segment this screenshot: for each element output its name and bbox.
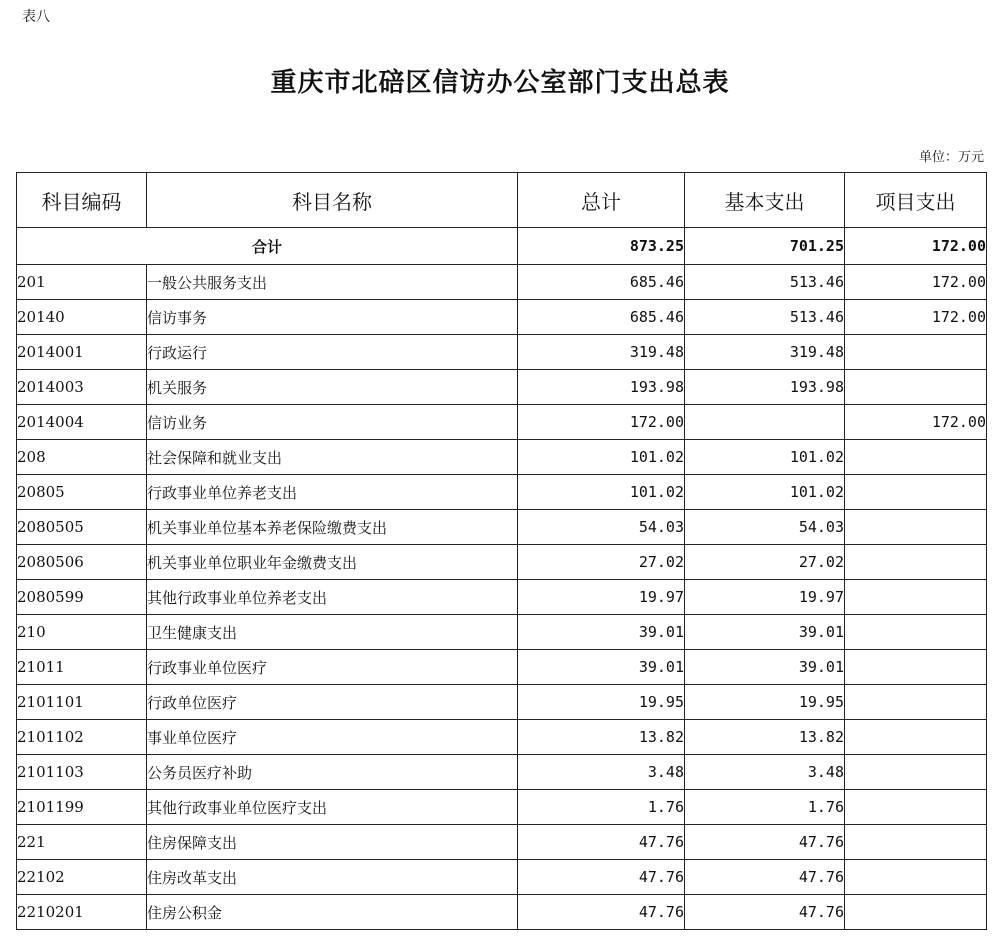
- total-label: 合计: [17, 228, 518, 265]
- code-cell: 201: [17, 265, 147, 300]
- table-row: [17, 545, 987, 580]
- total-row: [17, 228, 987, 265]
- code-cell: 2080599: [17, 580, 147, 615]
- project-cell: [845, 895, 987, 930]
- total-project: 172.00: [845, 228, 987, 265]
- name-cell: 信访业务: [147, 405, 518, 440]
- project-cell: [845, 650, 987, 685]
- project-cell: 172.00: [845, 405, 987, 440]
- table-row: [17, 615, 987, 650]
- code-cell: 22102: [17, 860, 147, 895]
- table-body: [17, 228, 987, 930]
- code-cell: 2210201: [17, 895, 147, 930]
- total-cell: 19.95: [518, 685, 685, 720]
- total-cell: 27.02: [518, 545, 685, 580]
- basic-cell: 101.02: [685, 475, 845, 510]
- table-row: [17, 370, 987, 405]
- code-cell: 2101199: [17, 790, 147, 825]
- code-cell: 2101103: [17, 755, 147, 790]
- name-cell: 其他行政事业单位养老支出: [147, 580, 518, 615]
- basic-cell: 27.02: [685, 545, 845, 580]
- table-row: [17, 580, 987, 615]
- code-cell: 2080506: [17, 545, 147, 580]
- project-cell: [845, 475, 987, 510]
- project-cell: [845, 615, 987, 650]
- basic-cell: [685, 405, 845, 440]
- name-cell: 住房保障支出: [147, 825, 518, 860]
- code-cell: 2014003: [17, 370, 147, 405]
- name-cell: 住房改革支出: [147, 860, 518, 895]
- project-cell: 172.00: [845, 300, 987, 335]
- table-row: [17, 265, 987, 300]
- name-cell: 机关服务: [147, 370, 518, 405]
- total-cell: 101.02: [518, 440, 685, 475]
- expenditure-table: [16, 172, 987, 930]
- name-cell: 信访事务: [147, 300, 518, 335]
- total-cell: 1.76: [518, 790, 685, 825]
- total-cell: 47.76: [518, 895, 685, 930]
- code-cell: 20140: [17, 300, 147, 335]
- basic-cell: 39.01: [685, 650, 845, 685]
- table-row: [17, 685, 987, 720]
- code-cell: 221: [17, 825, 147, 860]
- basic-cell: 1.76: [685, 790, 845, 825]
- project-cell: [845, 440, 987, 475]
- total-cell: 19.97: [518, 580, 685, 615]
- project-cell: [845, 790, 987, 825]
- basic-cell: 513.46: [685, 265, 845, 300]
- project-cell: 172.00: [845, 265, 987, 300]
- name-cell: 机关事业单位基本养老保险缴费支出: [147, 510, 518, 545]
- code-cell: 208: [17, 440, 147, 475]
- basic-cell: 3.48: [685, 755, 845, 790]
- name-cell: 行政事业单位养老支出: [147, 475, 518, 510]
- table-row: [17, 755, 987, 790]
- project-cell: [845, 685, 987, 720]
- table-row: [17, 475, 987, 510]
- basic-cell: 319.48: [685, 335, 845, 370]
- basic-cell: 19.97: [685, 580, 845, 615]
- total-basic: 701.25: [685, 228, 845, 265]
- total-cell: 101.02: [518, 475, 685, 510]
- name-cell: 社会保障和就业支出: [147, 440, 518, 475]
- project-cell: [845, 545, 987, 580]
- code-cell: 2014004: [17, 405, 147, 440]
- table-row: [17, 440, 987, 475]
- total-cell: 47.76: [518, 860, 685, 895]
- table-row: [17, 895, 987, 930]
- project-cell: [845, 825, 987, 860]
- name-cell: 行政单位医疗: [147, 685, 518, 720]
- total-total: 873.25: [518, 228, 685, 265]
- project-cell: [845, 510, 987, 545]
- total-cell: 685.46: [518, 265, 685, 300]
- total-cell: 54.03: [518, 510, 685, 545]
- code-cell: 2014001: [17, 335, 147, 370]
- name-cell: 行政事业单位医疗: [147, 650, 518, 685]
- name-cell: 公务员医疗补助: [147, 755, 518, 790]
- code-cell: 210: [17, 615, 147, 650]
- project-cell: [845, 580, 987, 615]
- total-cell: 193.98: [518, 370, 685, 405]
- basic-cell: 54.03: [685, 510, 845, 545]
- basic-cell: 13.82: [685, 720, 845, 755]
- name-cell: 机关事业单位职业年金缴费支出: [147, 545, 518, 580]
- basic-cell: 47.76: [685, 825, 845, 860]
- total-cell: 13.82: [518, 720, 685, 755]
- total-cell: 39.01: [518, 615, 685, 650]
- code-cell: 2080505: [17, 510, 147, 545]
- header-basic: 基本支出: [685, 173, 845, 228]
- table-row: [17, 510, 987, 545]
- total-cell: 319.48: [518, 335, 685, 370]
- project-cell: [845, 720, 987, 755]
- header-name: 科目名称: [147, 173, 518, 228]
- name-cell: 行政运行: [147, 335, 518, 370]
- table-row: [17, 720, 987, 755]
- name-cell: 卫生健康支出: [147, 615, 518, 650]
- total-cell: 47.76: [518, 825, 685, 860]
- project-cell: [845, 335, 987, 370]
- basic-cell: 47.76: [685, 895, 845, 930]
- project-cell: [845, 755, 987, 790]
- basic-cell: 19.95: [685, 685, 845, 720]
- header-row: [17, 173, 987, 228]
- table-row: [17, 300, 987, 335]
- name-cell: 事业单位医疗: [147, 720, 518, 755]
- table-row: [17, 335, 987, 370]
- header-code: 科目编码: [17, 173, 147, 228]
- basic-cell: 47.76: [685, 860, 845, 895]
- code-cell: 21011: [17, 650, 147, 685]
- basic-cell: 101.02: [685, 440, 845, 475]
- code-cell: 2101101: [17, 685, 147, 720]
- table-row: [17, 790, 987, 825]
- name-cell: 住房公积金: [147, 895, 518, 930]
- basic-cell: 193.98: [685, 370, 845, 405]
- header-total: 总计: [518, 173, 685, 228]
- project-cell: [845, 370, 987, 405]
- code-cell: 2101102: [17, 720, 147, 755]
- table-row: [17, 825, 987, 860]
- page-title: 重庆市北碚区信访办公室部门支出总表: [270, 68, 730, 98]
- total-cell: 39.01: [518, 650, 685, 685]
- total-cell: 685.46: [518, 300, 685, 335]
- table-number: 表八: [22, 9, 50, 25]
- table-row: [17, 650, 987, 685]
- name-cell: 其他行政事业单位医疗支出: [147, 790, 518, 825]
- table-row: [17, 860, 987, 895]
- basic-cell: 513.46: [685, 300, 845, 335]
- project-cell: [845, 860, 987, 895]
- basic-cell: 39.01: [685, 615, 845, 650]
- total-cell: 172.00: [518, 405, 685, 440]
- table-row: [17, 405, 987, 440]
- code-cell: 20805: [17, 475, 147, 510]
- header-project: 项目支出: [845, 173, 987, 228]
- total-cell: 3.48: [518, 755, 685, 790]
- unit-label: 单位：万元: [918, 150, 984, 165]
- name-cell: 一般公共服务支出: [147, 265, 518, 300]
